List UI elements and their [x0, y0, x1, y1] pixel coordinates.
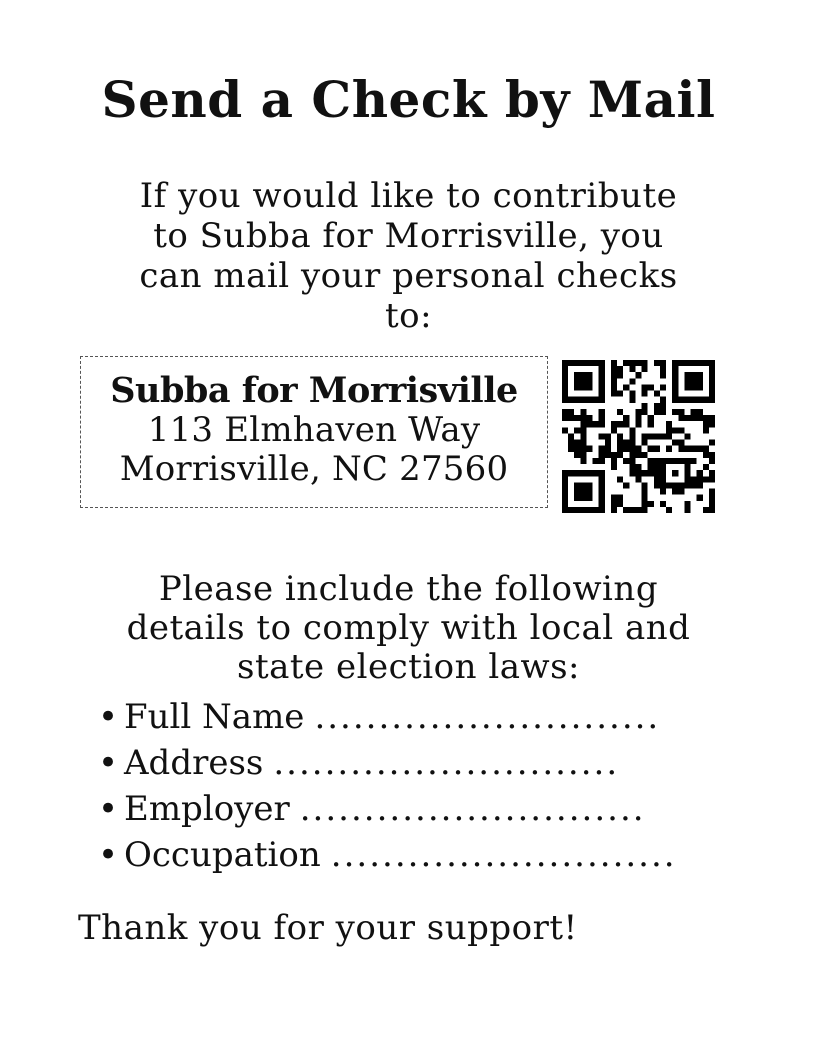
page-title: Send a Check by Mail [101, 70, 716, 129]
field-label-employer: Employer [124, 789, 290, 829]
mailing-address-box [80, 356, 548, 508]
list-item [98, 694, 738, 740]
details-note [60, 570, 757, 687]
details-line: state election laws: [237, 647, 580, 687]
dotted-leader: ........................... [273, 743, 620, 783]
list-item [98, 832, 738, 878]
intro-line: If you would like to contribute [139, 176, 678, 216]
intro-line: to Subba for Morrisville, you [153, 216, 664, 256]
dotted-leader: ........................... [314, 697, 661, 737]
dotted-leader: ........................... [330, 835, 677, 875]
intro-paragraph [70, 176, 747, 336]
field-label-address: Address [124, 743, 264, 783]
list-item [98, 740, 738, 786]
closing-message: Thank you for your support! [78, 908, 578, 948]
qr-code-icon[interactable] [562, 360, 715, 513]
list-item [98, 786, 738, 832]
field-label-full-name: Full Name [124, 697, 305, 737]
intro-line: can mail your personal checks [139, 256, 678, 296]
payee-name: Subba for Morrisville [110, 370, 518, 411]
bullet-icon: • [98, 789, 119, 829]
bullet-icon: • [98, 835, 119, 875]
intro-line: to: [384, 296, 433, 336]
details-line: details to comply with local and [126, 608, 691, 648]
required-fields-list [98, 694, 738, 878]
field-label-occupation: Occupation [124, 835, 321, 875]
dotted-leader: ........................... [299, 789, 646, 829]
details-line: Please include the following [158, 569, 659, 609]
city-state-zip: Morrisville, NC 27560 [119, 449, 509, 489]
street-address: 113 Elmhaven Way [147, 410, 481, 450]
bullet-icon: • [98, 743, 119, 783]
bullet-icon: • [98, 697, 119, 737]
